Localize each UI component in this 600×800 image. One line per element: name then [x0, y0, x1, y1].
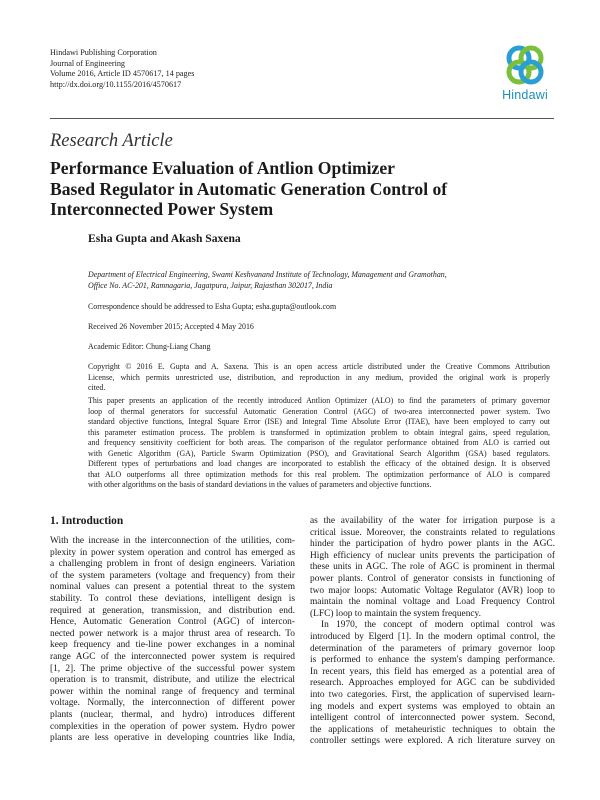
body-column-left — [50, 536, 295, 745]
body-line: stability. To control these deviations, intelligent design is — [50, 593, 295, 604]
authors: Esha Gupta and Akash Saxena — [88, 232, 241, 245]
body-line: a challenging problem in front of design engineers. Variation — [50, 559, 295, 570]
abstract-line: with other algorithms on the basis of standard deviations in the values of parameters and objective functions. — [88, 480, 432, 489]
section-heading-introduction: 1. Introduction — [50, 515, 124, 527]
body-line: hinder the participation of hydro power plants in the AGC. — [310, 539, 555, 550]
body-line: into two categories. First, the application of supervised learn- — [310, 689, 555, 700]
correspondence: Correspondence should be addressed to Esha Gupta; esha.gupta@outlook.com — [88, 302, 337, 311]
body-column-right — [310, 516, 555, 748]
body-line: plants are less operative in developing countries like India, — [50, 733, 295, 744]
body-line: plexity in power system operation and control has emerged as — [50, 547, 295, 558]
logo-text: Hindawi — [502, 88, 548, 102]
body-line: is performed to enhance the system's damping performance. — [310, 655, 555, 666]
copyright-line: Copyright © 2016 E. Gupta and A. Saxena. This is an open access article distributed under the Creative Commons Attribution — [88, 362, 550, 371]
body-line: nected power network is a major thrust area of research. To — [50, 628, 295, 639]
body-line: Hence, Automatic Generation Control (AGC) of intercon- — [50, 617, 295, 628]
body-line: [1, 2]. The prime objective of the successful power system — [50, 663, 295, 674]
abstract-line: standard objective functions, Integral Square Error (ISE) and Integral Time Absolute Error (ITAE), have been employed to carry out — [88, 417, 550, 426]
body-line: maintain the nominal voltage and Load Frequency Control — [310, 597, 555, 608]
body-line: two major loops: Automatic Voltage Regulator (AVR) loop to — [310, 585, 555, 596]
abstract — [88, 396, 550, 491]
hindawi-logo — [494, 42, 556, 106]
body-line: of the system parameters (voltage and frequency) from their — [50, 570, 295, 581]
body-line: With the increase in the interconnection of the utilities, com- — [50, 536, 295, 546]
body-line: nominal values can present a potential threat to the system — [50, 582, 295, 593]
body-line: determination of the parameters of primary governor loop — [310, 643, 555, 654]
affiliation-line: Office No. AC-201, Ramnagaria, Jagatpura, Jaipur, Rajasthan 302017, India — [88, 280, 333, 290]
body-line: keep frequency and tie-line power exchanges in a nominal — [50, 640, 295, 651]
title-line: Interconnected Power System — [50, 199, 274, 220]
affiliation-line: Department of Electrical Engineering, Swami Keshvanand Institute of Technology, Management and Gramothan, — [88, 270, 447, 279]
article-type: Research Article — [50, 131, 173, 151]
body-line: In 1970, the concept of modern optimal control was — [321, 620, 555, 631]
abstract-line: that ALO outperforms all three optimization methods for this real problem. The optimization performance of ALO is compared — [88, 469, 550, 479]
body-line: critical issue. Moreover, the constraints related to regulations — [310, 527, 555, 538]
body-line: ing models and expert systems was employed to obtain an — [310, 701, 555, 712]
publication-info — [50, 48, 194, 90]
body-line: operation is to transmit, distribute, and utilize the electrical — [50, 675, 295, 686]
header-divider — [50, 118, 554, 119]
academic-editor: Academic Editor: Chung-Liang Chang — [88, 342, 211, 351]
body-line: required at generation, transmission, and distribution end. — [50, 605, 295, 616]
received-accepted-dates: Received 26 November 2015; Accepted 4 May 2016 — [88, 322, 254, 331]
body-line: as the availability of the water for irrigation purpose is a — [310, 516, 555, 526]
body-line: power plants. Control of generator consists in functioning of — [310, 573, 555, 584]
body-line: High efficiency of nuclear units prevents the participation of — [310, 550, 555, 561]
title-line: Based Regulator in Automatic Generation Control of — [50, 178, 448, 199]
paper-title — [50, 158, 550, 220]
abstract-line: and frequency sensitivity coefficient for both areas. The comparison of the regulator performance obtained from ALO is carried out — [88, 438, 550, 447]
body-line: plants (nuclear, thermal, and hydro) introduces different — [50, 709, 295, 720]
body-line: (LFC) loop to maintain the system frequency. — [310, 608, 481, 619]
body-line: introduced by Elgerd [1]. In the modern optimal control, the — [310, 631, 555, 642]
doi-link[interactable]: http://dx.doi.org/10.1155/2016/4570617 — [50, 79, 182, 89]
affiliation — [88, 270, 550, 291]
title-line: Performance Evaluation of Antlion Optimizer — [50, 158, 395, 178]
copyright-notice — [88, 362, 550, 394]
body-line: controller settings were explored. A rich literature survey on — [310, 736, 555, 747]
body-line: power within the nominal range of frequency and terminal — [50, 686, 295, 697]
abstract-line: this parameter estimation process. The problem is transformed in optimization problem to obtain integral gains, speed regulation, — [88, 427, 550, 437]
journal-name: Journal of Engineering — [50, 58, 126, 68]
abstract-line: loop of thermal generators for successful Automatic Generation Control (AGC) of two-area interconnected power system. Two — [88, 406, 550, 416]
abstract-line: with Genetic Algorithm (GA), Particle Swarm Optimization (PSO), and Gravitational Search Algorithm (GSA) based regulators. — [88, 448, 550, 458]
abstract-line: Different types of perturbations and load changes are incorporated to establish the efficacy of the obtained design. It is observed — [88, 459, 550, 468]
body-line: research. Approaches employed for AGC can be subdivided — [310, 678, 555, 689]
abstract-line: This paper presents an application of the recently introduced Antlion Optimizer (ALO) to find the parameters of primary governor — [88, 396, 550, 405]
body-line: the applications of metaheuristic techniques to obtain the — [310, 724, 555, 735]
hindawi-logo-icon — [494, 42, 556, 88]
body-line: intelligent control of interconnected power system. Second, — [310, 713, 555, 724]
copyright-line: cited. — [88, 383, 106, 392]
body-line: complexities in the operation of power system. Hydro power — [50, 721, 295, 732]
volume-info: Volume 2016, Article ID 4570617, 14 pages — [50, 69, 195, 79]
body-line: these units in AGC. The role of AGC is prominent in thermal — [310, 562, 555, 573]
publisher-name: Hindawi Publishing Corporation — [50, 48, 157, 57]
copyright-line: License, which permits unrestricted use, distribution, and reproduction in any medium, provided the original work is properly — [88, 372, 550, 382]
body-line: range AGC of the interconnected power system is required — [50, 651, 295, 662]
body-line: In recent years, this field has emerged as a potential area of — [310, 666, 555, 677]
body-line: voltage. Normally, the interconnection of different power — [50, 698, 295, 709]
